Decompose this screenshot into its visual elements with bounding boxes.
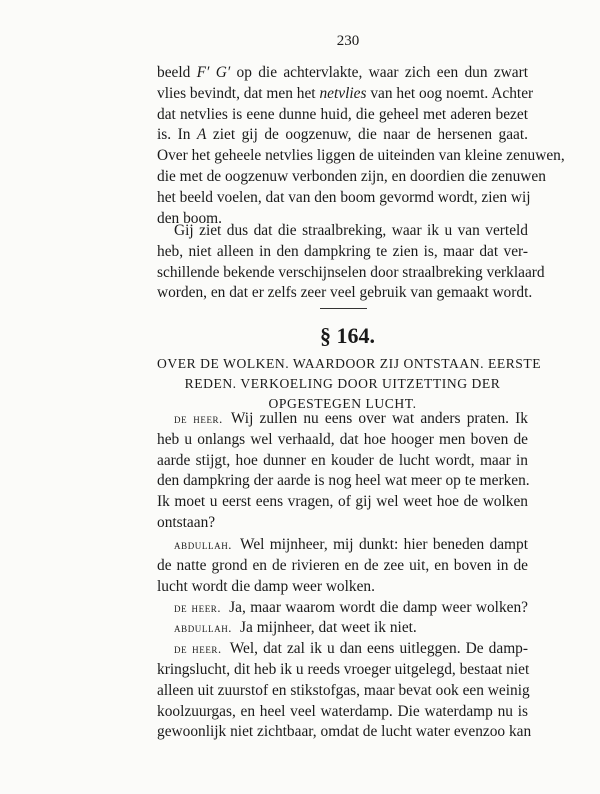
text-line: de natte grond en de rivieren en de zee uit, en boven in de <box>157 557 528 575</box>
text-line: Ik moet u eerst eens vragen, of gij wel weet hoe de wolken <box>157 493 528 511</box>
text-line: Over het geheele netvlies liggen de uiteinden van kleine zenuwen, <box>157 147 565 165</box>
paragraph-retina <box>157 63 565 229</box>
speaker-de-heer: de heer. <box>174 600 222 615</box>
text-line: die met de oogzenuw verbonden zijn, en doordien die zenuwen <box>157 167 546 185</box>
emphasis: netvlies <box>319 84 367 102</box>
text-line: koolzuurgas, en heel veel waterdamp. Die waterdamp nu is <box>157 702 528 720</box>
text-line: kringslucht, dit heb ik u reeds vroeger uitgelegd, bestaat niet <box>157 661 530 679</box>
text-line: ontstaan? <box>157 513 216 531</box>
text-line: schillende bekende verschijnselen door straalbreking verklaard <box>157 263 545 281</box>
heading-line: REDEN. VERKOELING DOOR UITZETTING DER <box>184 376 501 391</box>
text-line: alleen uit zuurstof en stikstofgas, maar bevat ook een weinig <box>157 681 530 699</box>
heading-line: OVER DE WOLKEN. WAARDOOR ZIJ ONTSTAAN. EERSTE <box>157 356 542 371</box>
text-line: gewoonlijk niet zichtbaar, omdat de lucht water evenzoo kan <box>157 723 532 741</box>
speaker-de-heer: de heer. <box>174 642 222 657</box>
paragraph-refraction <box>157 221 545 304</box>
text-line: abdullah. Ja mijnheer, dat weet ik niet. <box>174 619 417 637</box>
heading-line: OPGESTEGEN LUCHT. <box>268 396 417 411</box>
page-number: 230 <box>336 33 360 49</box>
math-label: F′ G′ <box>196 64 231 81</box>
speaker-abdullah: abdullah. <box>174 621 233 636</box>
text-line: worden, en dat er zelfs zeer veel gebruik van gemaakt wordt. <box>157 284 533 302</box>
text-line: den boom. <box>157 209 222 227</box>
text-line: Gij ziet dus dat die straalbreking, waar ik u van verteld <box>174 222 528 239</box>
section-number: § 164. <box>320 323 375 348</box>
text-line: lucht wordt die damp weer wolken. <box>157 577 375 595</box>
text-line: de heer. Ja, maar waarom wordt die damp weer wolken? <box>174 598 529 616</box>
text-line: de heer. Wij zullen nu eens over wat anders praten. Ik <box>174 410 529 427</box>
text-line: heb, niet alleen in den dampkring te zien is, maar dat ver- <box>157 242 528 260</box>
text-line: het beeld voelen, dat van den boom gevormd wordt, zien wij <box>157 188 531 206</box>
text-line: dat netvlies is eene dunne huid, die geheel met aderen bezet <box>157 105 528 123</box>
text-line: vlies bevindt, dat men het netvlies van het oog noemt. Achter <box>157 84 534 102</box>
text-line: heb u onlangs wel verhaald, dat hoe hooger men boven de <box>157 430 528 448</box>
speaker-de-heer: de heer. <box>174 412 223 426</box>
section-divider <box>320 308 367 309</box>
text-line: de heer. Wel, dat zal ik u dan eens uitleggen. De damp- <box>174 640 528 658</box>
section-heading <box>157 354 542 414</box>
text-line: abdullah. Wel mijnheer, mij dunkt: hier beneden dampt <box>174 536 528 554</box>
dialogue <box>157 409 532 743</box>
text-line: is. In A ziet gij de oogzenuw, die naar de hersenen gaat. <box>157 126 528 144</box>
text-line: den dampkring der aarde is nog heel wat meer op te merken. <box>157 472 530 490</box>
speaker-abdullah: abdullah. <box>174 538 233 553</box>
text-line: aarde stijgt, hoe dunner en kouder de lucht wordt, maar in <box>157 451 528 469</box>
math-label: A <box>196 126 207 144</box>
text-line: beeld F′ G′ op die achtervlakte, waar zich een dun zwart <box>157 64 529 81</box>
